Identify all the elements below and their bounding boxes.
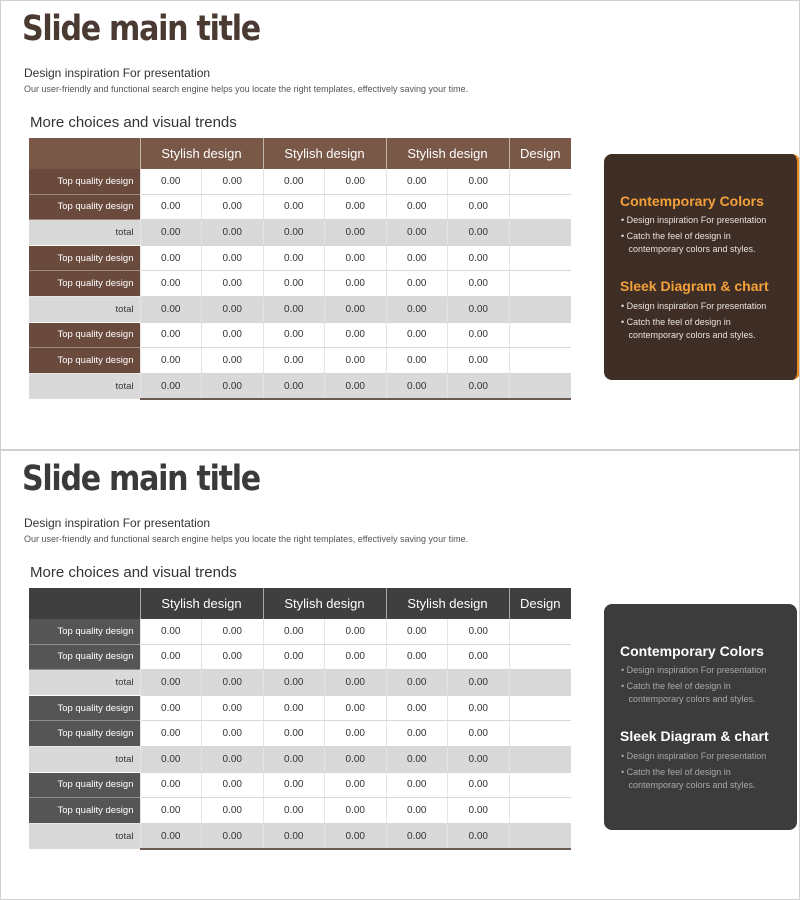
- table-cell: 0.00: [263, 348, 325, 374]
- table-cell: 0.00: [140, 823, 202, 849]
- panel-title-colors: Contemporary Colors: [620, 193, 764, 209]
- header-cell: Stylish design: [386, 588, 509, 619]
- table-cell: 0.00: [325, 322, 387, 348]
- table-cell: 0.00: [202, 670, 264, 696]
- row-label: Top quality design: [29, 644, 140, 670]
- table-cell: 0.00: [202, 644, 264, 670]
- panel-bullet: • Catch the feel of design in: [621, 681, 731, 691]
- table-cell: 0.00: [202, 322, 264, 348]
- table-cell: 0.00: [386, 194, 448, 220]
- panel-bullet: • Catch the feel of design in: [621, 317, 731, 327]
- table-cell: [509, 220, 571, 246]
- table-cell: 0.00: [386, 772, 448, 798]
- row-label: Top quality design: [29, 348, 140, 374]
- slide-description: Our user-friendly and functional search engine helps you locate the right templates, effectively saving your time.: [24, 534, 469, 544]
- table-cell: 0.00: [325, 695, 387, 721]
- table-cell: 0.00: [448, 823, 510, 849]
- row-label: Top quality design: [29, 271, 140, 297]
- slide-subtitle: Design inspiration For presentation: [24, 516, 211, 530]
- table-cell: 0.00: [140, 348, 202, 374]
- table-cell: 0.00: [325, 296, 387, 322]
- table-cell: 0.00: [263, 746, 325, 772]
- header-cell: Stylish design: [263, 138, 386, 169]
- table-row: [29, 798, 571, 824]
- table-cell: 0.00: [263, 644, 325, 670]
- table-row: [29, 619, 571, 644]
- header-cell: Stylish design: [263, 588, 386, 619]
- table-cell: 0.00: [140, 271, 202, 297]
- panel-bullet: contemporary colors and styles.: [621, 780, 756, 790]
- table-cell: 0.00: [263, 670, 325, 696]
- panel-title-diagram: Sleek Diagram & chart: [620, 278, 769, 294]
- table-cell: 0.00: [386, 644, 448, 670]
- table-cell: 0.00: [202, 619, 264, 644]
- table-cell: 0.00: [263, 169, 325, 194]
- table-cell: 0.00: [386, 169, 448, 194]
- table-row: [29, 695, 571, 721]
- table-cell: 0.00: [325, 169, 387, 194]
- panel-title-diagram: Sleek Diagram & chart: [620, 728, 769, 744]
- table-total-row: [29, 823, 571, 849]
- section-heading: More choices and visual trends: [30, 564, 237, 581]
- row-label: Top quality design: [29, 721, 140, 747]
- table-cell: 0.00: [263, 373, 325, 399]
- table-cell: 0.00: [325, 373, 387, 399]
- table-cell: 0.00: [448, 772, 510, 798]
- table-cell: 0.00: [140, 721, 202, 747]
- panel-bullet: • Design inspiration For presentation: [621, 665, 767, 675]
- table-cell: 0.00: [386, 798, 448, 824]
- info-panel: [604, 154, 800, 380]
- table-row: [29, 322, 571, 348]
- table-cell: 0.00: [448, 721, 510, 747]
- table-cell: 0.00: [202, 220, 264, 246]
- table-cell: 0.00: [386, 670, 448, 696]
- table-cell: 0.00: [202, 721, 264, 747]
- table-cell: 0.00: [448, 798, 510, 824]
- table-cell: [509, 798, 571, 824]
- table-cell: 0.00: [140, 619, 202, 644]
- table-cell: 0.00: [140, 322, 202, 348]
- table-cell: 0.00: [325, 746, 387, 772]
- table-cell: 0.00: [325, 721, 387, 747]
- table-cell: 0.00: [386, 619, 448, 644]
- table-cell: 0.00: [140, 695, 202, 721]
- table-cell: [509, 644, 571, 670]
- row-label: total: [29, 746, 140, 772]
- table-cell: 0.00: [448, 670, 510, 696]
- row-label: total: [29, 296, 140, 322]
- table-cell: 0.00: [386, 296, 448, 322]
- table-cell: 0.00: [202, 772, 264, 798]
- table-cell: 0.00: [202, 271, 264, 297]
- table-cell: [509, 619, 571, 644]
- table-cell: 0.00: [386, 823, 448, 849]
- panel-bullet: contemporary colors and styles.: [621, 330, 756, 340]
- table-total-row: [29, 746, 571, 772]
- table-cell: 0.00: [140, 772, 202, 798]
- table-cell: [509, 670, 571, 696]
- table-cell: 0.00: [202, 823, 264, 849]
- table-cell: 0.00: [448, 322, 510, 348]
- table-cell: 0.00: [202, 373, 264, 399]
- table-cell: 0.00: [386, 220, 448, 246]
- table-cell: 0.00: [325, 670, 387, 696]
- row-label: total: [29, 373, 140, 399]
- table-cell: 0.00: [202, 169, 264, 194]
- table-cell: 0.00: [386, 348, 448, 374]
- table-cell: 0.00: [325, 220, 387, 246]
- table-cell: 0.00: [448, 220, 510, 246]
- table-cell: 0.00: [263, 619, 325, 644]
- panel-bullet: • Catch the feel of design in: [621, 767, 731, 777]
- table-cell: 0.00: [325, 772, 387, 798]
- header-cell: Design: [509, 588, 571, 619]
- table-row: [29, 271, 571, 297]
- table-cell: 0.00: [140, 798, 202, 824]
- table-cell: 0.00: [140, 746, 202, 772]
- panel-bullet: • Design inspiration For presentation: [621, 301, 767, 311]
- table-cell: 0.00: [202, 194, 264, 220]
- table-cell: [509, 169, 571, 194]
- table-cell: 0.00: [263, 798, 325, 824]
- table-cell: 0.00: [448, 746, 510, 772]
- row-label: total: [29, 220, 140, 246]
- table-row: [29, 194, 571, 220]
- data-table: [29, 138, 571, 400]
- table-cell: 0.00: [325, 271, 387, 297]
- table-cell: 0.00: [448, 169, 510, 194]
- table-cell: 0.00: [263, 721, 325, 747]
- table-cell: 0.00: [263, 220, 325, 246]
- table-cell: 0.00: [448, 348, 510, 374]
- info-panel: [604, 604, 797, 830]
- row-label: Top quality design: [29, 194, 140, 220]
- table-row: [29, 721, 571, 747]
- table-total-row: [29, 670, 571, 696]
- table-cell: 0.00: [140, 644, 202, 670]
- table-cell: 0.00: [325, 798, 387, 824]
- table-cell: 0.00: [263, 322, 325, 348]
- table-cell: 0.00: [263, 245, 325, 271]
- panel-bullet: contemporary colors and styles.: [621, 694, 756, 704]
- slide-subtitle: Design inspiration For presentation: [24, 66, 211, 80]
- table-cell: 0.00: [325, 194, 387, 220]
- table-cell: 0.00: [448, 245, 510, 271]
- table-cell: 0.00: [448, 695, 510, 721]
- header-cell-blank: [29, 138, 140, 169]
- row-label: Top quality design: [29, 322, 140, 348]
- header-cell: Stylish design: [386, 138, 509, 169]
- table-cell: 0.00: [263, 296, 325, 322]
- table-cell: 0.00: [386, 721, 448, 747]
- row-label: total: [29, 823, 140, 849]
- table-cell: [509, 322, 571, 348]
- table-cell: 0.00: [140, 169, 202, 194]
- table-cell: [509, 348, 571, 374]
- panel-bullet: contemporary colors and styles.: [621, 244, 756, 254]
- slide-title: Slide main title: [22, 9, 260, 49]
- row-label: Top quality design: [29, 169, 140, 194]
- table-cell: 0.00: [448, 194, 510, 220]
- header-cell-blank: [29, 588, 140, 619]
- data-table: [29, 588, 571, 850]
- table-cell: 0.00: [140, 194, 202, 220]
- panel-title-colors: Contemporary Colors: [620, 643, 764, 659]
- table-cell: 0.00: [448, 373, 510, 399]
- table-cell: 0.00: [448, 296, 510, 322]
- table-cell: 0.00: [386, 245, 448, 271]
- table-cell: 0.00: [448, 271, 510, 297]
- table-row: [29, 245, 571, 271]
- table-cell: 0.00: [386, 746, 448, 772]
- table-cell: 0.00: [202, 798, 264, 824]
- table-cell: 0.00: [263, 823, 325, 849]
- table-cell: [509, 373, 571, 399]
- table-cell: 0.00: [325, 245, 387, 271]
- table-cell: 0.00: [386, 695, 448, 721]
- header-cell: Stylish design: [140, 588, 263, 619]
- table-row: [29, 772, 571, 798]
- table-cell: 0.00: [263, 695, 325, 721]
- table-cell: 0.00: [202, 348, 264, 374]
- panel-bullet: • Design inspiration For presentation: [621, 215, 767, 225]
- table-cell: 0.00: [448, 619, 510, 644]
- table-row: [29, 348, 571, 374]
- header-cell: Stylish design: [140, 138, 263, 169]
- table-row: [29, 169, 571, 194]
- table-cell: 0.00: [202, 245, 264, 271]
- table-cell: [509, 245, 571, 271]
- slide-gray: [0, 450, 800, 900]
- table-total-row: [29, 220, 571, 246]
- table-header-row: [29, 588, 571, 619]
- table-header-row: [29, 138, 571, 169]
- table-cell: 0.00: [386, 373, 448, 399]
- table-cell: [509, 721, 571, 747]
- row-label: Top quality design: [29, 695, 140, 721]
- table-cell: [509, 194, 571, 220]
- table-cell: [509, 296, 571, 322]
- table-cell: 0.00: [263, 271, 325, 297]
- table-total-row: [29, 296, 571, 322]
- table-cell: 0.00: [448, 644, 510, 670]
- table-total-row: [29, 373, 571, 399]
- table-cell: 0.00: [140, 220, 202, 246]
- table-cell: 0.00: [386, 271, 448, 297]
- table-cell: [509, 823, 571, 849]
- slide-title: Slide main title: [22, 459, 260, 499]
- table-cell: 0.00: [325, 644, 387, 670]
- section-heading: More choices and visual trends: [30, 114, 237, 131]
- table-row: [29, 644, 571, 670]
- table-cell: 0.00: [202, 695, 264, 721]
- slide-description: Our user-friendly and functional search engine helps you locate the right templates, effectively saving your time.: [24, 84, 469, 94]
- row-label: Top quality design: [29, 245, 140, 271]
- panel-bullet: • Catch the feel of design in: [621, 231, 731, 241]
- table-cell: 0.00: [140, 245, 202, 271]
- table-cell: [509, 271, 571, 297]
- table-cell: 0.00: [263, 194, 325, 220]
- table-cell: 0.00: [202, 296, 264, 322]
- panel-bullet: • Design inspiration For presentation: [621, 751, 767, 761]
- table-cell: [509, 746, 571, 772]
- table-cell: 0.00: [140, 296, 202, 322]
- table-cell: 0.00: [325, 348, 387, 374]
- row-label: Top quality design: [29, 619, 140, 644]
- row-label: Top quality design: [29, 798, 140, 824]
- table-cell: 0.00: [325, 619, 387, 644]
- table-cell: 0.00: [386, 322, 448, 348]
- table-cell: [509, 695, 571, 721]
- table-cell: 0.00: [140, 373, 202, 399]
- table-cell: 0.00: [325, 823, 387, 849]
- row-label: Top quality design: [29, 772, 140, 798]
- table-cell: [509, 772, 571, 798]
- table-cell: 0.00: [263, 772, 325, 798]
- table-cell: 0.00: [140, 670, 202, 696]
- table-cell: 0.00: [202, 746, 264, 772]
- header-cell: Design: [509, 138, 571, 169]
- row-label: total: [29, 670, 140, 696]
